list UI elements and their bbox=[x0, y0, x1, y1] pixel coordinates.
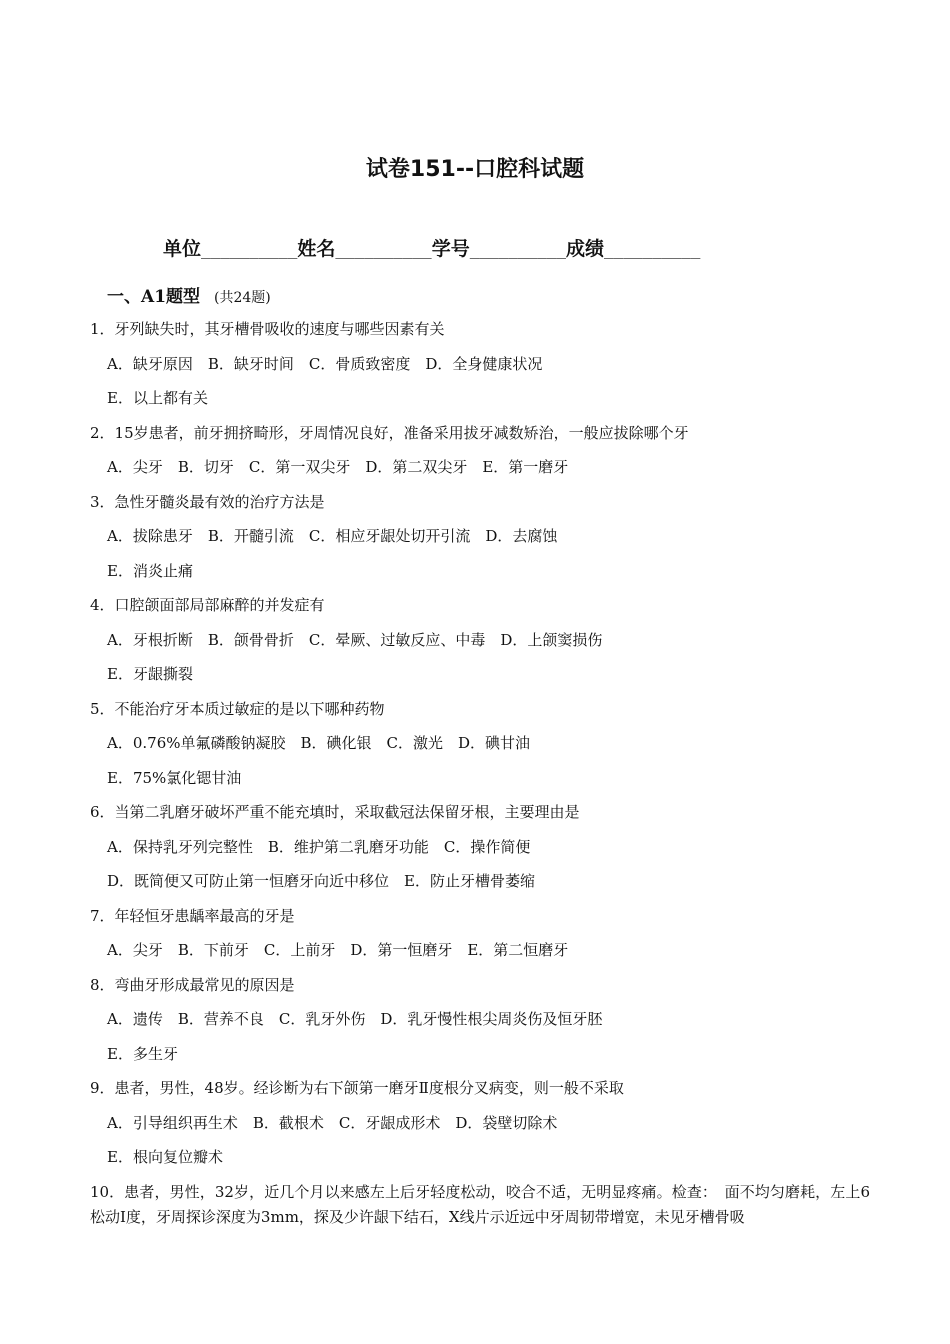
option-line: E．75%氯化锶甘油 bbox=[107, 768, 242, 787]
page-title: 试卷151--口腔科试题 bbox=[365, 157, 585, 182]
option-line: A．引导组织再生术 B．截根术 C．牙龈成形术 D．袋壁切除术 bbox=[107, 1113, 558, 1132]
question-10-text: 10．患者，男性，32岁，近几个月以来感左上后牙轻度松动，咬合不适，无明显疼痛。检查： 面不均匀磨耗，左上6松动Ⅰ度，牙周探诊深度为3mm，探及少许龈下结石，X线片示近远中牙周韧带增宽，未见牙槽骨吸 bbox=[90, 1182, 870, 1226]
option-line: A．保持乳牙列完整性 B．维护第二乳磨牙功能 C．操作简便 bbox=[107, 837, 531, 856]
question-line: 5．不能治疗牙本质过敏症的是以下哪种药物 bbox=[90, 699, 385, 718]
section-count: (共24题) bbox=[214, 290, 271, 306]
question-line: 6．当第二乳磨牙破坏严重不能充填时，采取截冠法保留牙根，主要理由是 bbox=[90, 803, 580, 821]
score-blank: __________ bbox=[604, 240, 701, 259]
option-line: D．既简便又可防止第一恒磨牙向近中移位 E．防止牙槽骨萎缩 bbox=[107, 872, 535, 890]
option-line: A．遗传 B．营养不良 C．乳牙外伤 D．乳牙慢性根尖周炎伤及恒牙胚 bbox=[107, 1010, 603, 1028]
option-line: E．牙龈撕裂 bbox=[107, 665, 193, 683]
unit-label: 单位 bbox=[163, 238, 202, 260]
question-line: 4．口腔颌面部局部麻醉的并发症有 bbox=[90, 596, 325, 614]
section-title: 一、A1题型 bbox=[107, 287, 201, 307]
option-line: A．0.76%单氟磷酸钠凝胶 B．碘化银 C．激光 D．碘甘油 bbox=[107, 734, 531, 752]
question-line: 7．年轻恒牙患龋率最高的牙是 bbox=[90, 906, 295, 925]
info-fields bbox=[163, 234, 700, 261]
option-line: A．尖牙 B．下前牙 C．上前牙 D．第一恒磨牙 E．第二恒磨牙 bbox=[107, 941, 569, 959]
option-line: A．拔除患牙 B．开髓引流 C．相应牙龈处切开引流 D．去腐蚀 bbox=[107, 527, 558, 545]
option-line: A．尖牙 B．切牙 C．第一双尖牙 D．第二双尖牙 E．第一磨牙 bbox=[107, 458, 569, 476]
question-line: 1．牙列缺失时，其牙槽骨吸收的速度与哪些因素有关 bbox=[90, 320, 445, 338]
question-line: 9．患者，男性，48岁。经诊断为右下颌第一磨牙Ⅱ度根分叉病变，则一般不采取 bbox=[90, 1079, 624, 1097]
name-label: 姓名 bbox=[297, 238, 336, 260]
option-line: E．以上都有关 bbox=[107, 389, 208, 407]
score-label: 成绩 bbox=[566, 238, 605, 260]
option-line: E．多生牙 bbox=[107, 1044, 178, 1063]
name-blank: __________ bbox=[335, 240, 432, 259]
question-line: 3．急性牙髓炎最有效的治疗方法是 bbox=[90, 492, 325, 511]
question-line: 8．弯曲牙形成最常见的原因是 bbox=[90, 975, 295, 994]
question-line: 2．15岁患者，前牙拥挤畸形，牙周情况良好，准备采用拔牙减数矫治，一般应拔除哪个牙 bbox=[90, 423, 689, 442]
unit-blank: __________ bbox=[201, 240, 298, 259]
id-blank: __________ bbox=[469, 240, 567, 259]
section-heading bbox=[107, 282, 271, 307]
question-list bbox=[90, 312, 870, 1230]
option-line: E．消炎止痛 bbox=[107, 561, 193, 580]
option-line: A．牙根折断 B．颌骨骨折 C．晕厥、过敏反应、中毒 D．上颌窦损伤 bbox=[107, 630, 603, 649]
id-label: 学号 bbox=[431, 238, 470, 260]
option-line: A．缺牙原因 B．缺牙时间 C．骨质致密度 D．全身健康状况 bbox=[107, 354, 543, 373]
option-line: E．根向复位瓣术 bbox=[107, 1148, 223, 1166]
